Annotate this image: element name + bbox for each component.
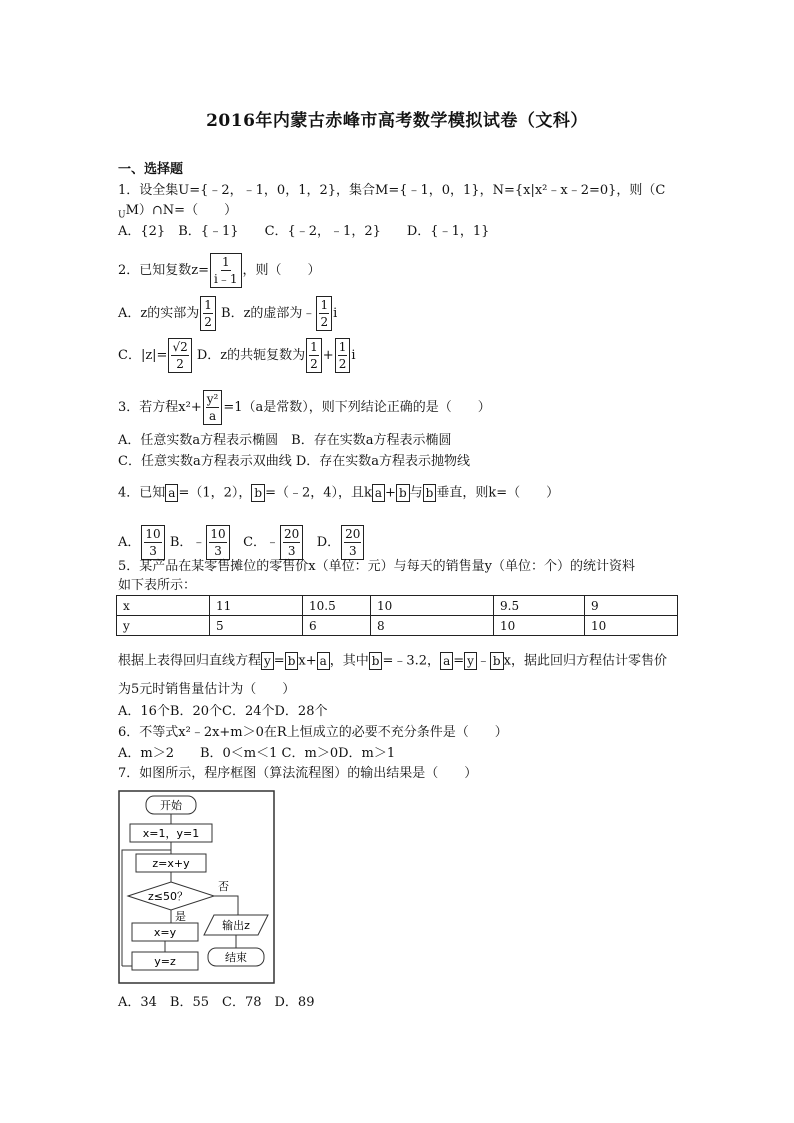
section-heading: 一、选择题: [118, 162, 184, 177]
svg-text:z=x+y: z=x+y: [152, 857, 190, 870]
q6-options: A．m＞2 B．0＜m＜1 C．m＞0D．m＞1: [118, 746, 396, 761]
q5-stem: 5．某产品在某零售摊位的零售价x（单位：元）与每天的销售量y（单位：个）的统计资料: [118, 559, 635, 574]
svg-text:开始: 开始: [160, 799, 182, 812]
flowchart: [118, 790, 276, 985]
q4-options: A． $\frac{10}{3}$ B．﹣ $\frac{10}{3}$ C．﹣ $\frac{20}{3}$ D． $\frac{20}{3}$: [118, 525, 365, 560]
q3-options-1: A．任意实数a方程表示椭圆 B．存在实数a方程表示椭圆: [118, 433, 452, 448]
q7-stem: 7．如图所示，程序框图（算法流程图）的输出结果是（ ）: [118, 766, 478, 781]
q2-options-ab: A．z的实部为 $\frac{1}{2}$ B．z的虚部为﹣ $\frac{1}{2}$ i: [118, 298, 338, 329]
q7-options: A．34 B．55 C．78 D．89: [118, 995, 315, 1010]
q1-options: A．{2} B．{﹣1} C．{﹣2，﹣1，2} D．{﹣1，1}: [118, 224, 490, 239]
q1-stem-cont: $_U$M）∩N=（ ）: [118, 203, 238, 221]
q6-stem: 6．不等式x²﹣2x+m＞0在R上恒成立的必要不充分条件是（ ）: [118, 725, 508, 740]
q5-regression: 根据上表得回归直线方程 y = b x+ a ，其中 b =﹣3.2， a = y ﹣ b x，据此回归方程估计零售价: [118, 653, 667, 669]
svg-text:结束: 结束: [225, 951, 247, 964]
svg-text:是: 是: [175, 910, 186, 923]
svg-text:输出z: 输出z: [222, 919, 250, 932]
q5-options: A．16个B．20个C．24个D．28个: [118, 704, 328, 719]
table-row: x 11 10.5 10 9.5 9: [117, 596, 678, 616]
q4-stem: 4．已知 a =（1，2）， b =（﹣2，4），且k a + b 与 b 垂直，则k=（ ）: [118, 485, 560, 501]
page-title: 2016年内蒙古赤峰市高考数学模拟试卷（文科）: [206, 111, 588, 131]
q2-fraction: $\frac{1}{i﹣1}$: [210, 253, 241, 288]
data-table: [116, 595, 678, 636]
q3-options-2: C．任意实数a方程表示双曲线 D．存在实数a方程表示抛物线: [118, 454, 471, 469]
q3-stem: 3．若方程x²+ $\frac{\text{y²}}{a}$ =1（a是常数），则下列结论正确的是（ ）: [118, 392, 491, 423]
svg-text:y=z: y=z: [154, 955, 176, 968]
svg-text:z≤50？: z≤50？: [148, 890, 188, 903]
q5-stem-cont: 如下表所示：: [118, 578, 197, 593]
q2-stem: 2．已知复数z= $\frac{1}{i﹣1}$ ，则（ ）: [118, 255, 321, 286]
svg-text:x=y: x=y: [153, 926, 177, 939]
svg-text:否: 否: [218, 880, 229, 893]
q1-stem: 1．设全集U={﹣2，﹣1，0，1，2}，集合M={﹣1，0，1}，N={x|x²﹣x﹣2=0}，则（C: [118, 183, 666, 198]
q5-stem-end: 为5元时销售量估计为（ ）: [118, 682, 296, 697]
table-row: y 5 6 8 10 10: [117, 616, 678, 636]
svg-text:x=1，y=1: x=1，y=1: [142, 827, 200, 840]
q2-options-cd: C．|z|= $\frac{√2}{2}$ D．z的共轭复数为 $\frac{1}{2}$ + $\frac{1}{2}$ i: [118, 340, 356, 371]
